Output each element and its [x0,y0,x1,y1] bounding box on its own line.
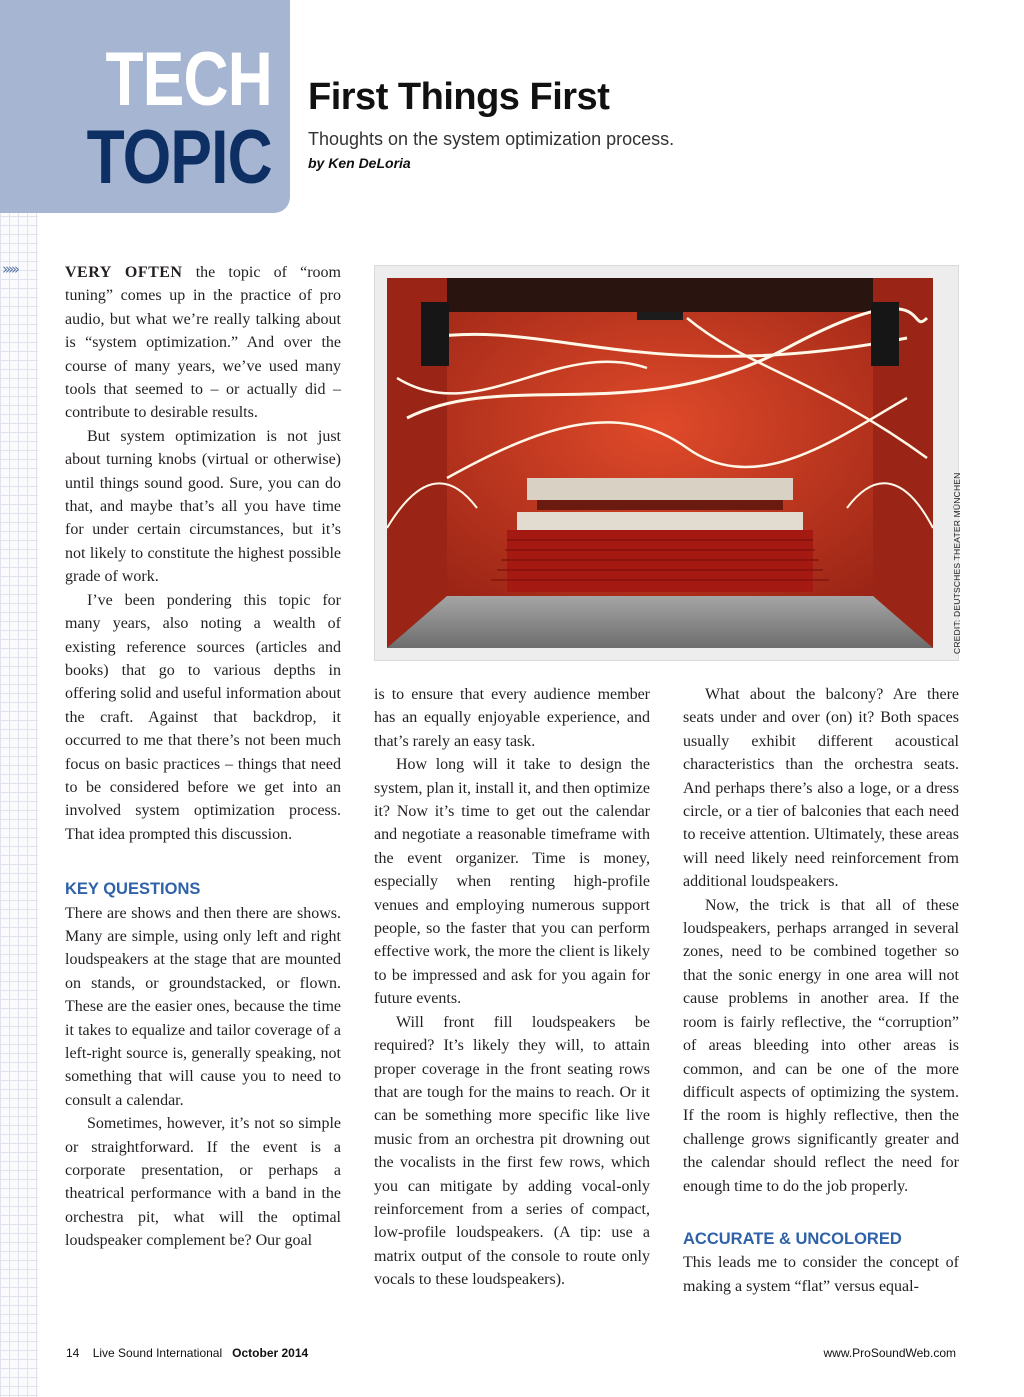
paragraph: What about the balcony? Are there seats under and over (on) it? Both spaces usually exhibit different acoustical characteristics than the orchestra seats. And perhaps there’s also a loge, or a dress circle, or a tier of balconies that each need to receive attention. Ultimately, these areas will need likely need reinforcement from additional loudspeakers. [683,686,959,891]
article-byline: by Ken DeLoria [308,155,411,171]
photo-credit: CREDIT: DEUTSCHES THEATER MÜNCHEN [952,472,962,654]
column-3 [683,683,959,1298]
page-number: 14 [66,1346,80,1360]
paragraph: I’ve been pondering this topic for many years, also noting a wealth of existing reference sources (articles and books) that go to various depths in offering solid and useful information about the craft. Against that backdrop, it occurred to me that there’s not been much focus on basic practices – things that need to be considered before we get into an involved system optimization process. That idea prompted this discussion. [65,591,341,843]
section-tag [0,0,290,213]
article-deck: Thoughts on the system optimization process. [308,129,675,149]
footer-left [66,1346,308,1360]
article-title: First Things First [308,76,610,118]
section-tag-line1: TECH [105,37,272,122]
paragraph: How long will it take to design the system, plan it, install it, and then optimize it? Now it’s time to get out the calendar and negotiate a reasonable timeframe with the event organizer. Time is money, especially when renting high-profile venues and employing numerous support people, so the faster that you can perform effective work, the more the client is likely to be impressed and ask for you again for future events. [374,756,650,1008]
subhead-accurate-uncolored: ACCURATE & UNCOLORED [683,1229,902,1248]
paragraph: is to ensure that every audience member has an equally enjoyable experience, and that’s rarely an easy task. [374,686,650,750]
paragraph: This leads me to consider the concept of making a system “flat” versus equal- [683,1254,959,1295]
subhead-key-questions: KEY QUESTIONS [65,880,201,899]
paragraph: Will front fill loudspeakers be required? It’s likely they will, to attain proper coverage in the front seating rows that are tough for the mains to reach. Or it can be something more specific like live music from an orchestra pit drowning out the vocalists in the first few rows, which you can mitigate by adding vocal-only reinforcement from a series of compact, low-profile loudspeakers. (A tip: use a matrix output of the console to route only vocals to these loudspeakers). [374,1013,650,1289]
footer-url[interactable]: www.ProSoundWeb.com [823,1346,956,1360]
paragraph [65,261,341,425]
paragraph: But system optimization is not just about turning knobs (virtual or otherwise) until things sound good. Sure, you can do that, and maybe that’s all you have time for under certain circumstances, but it’s not likely to constitute the highest possible grade of work. [65,427,341,586]
column-2 [374,683,650,1292]
paragraph: Sometimes, however, it’s not so simple or straightforward. If the event is a corporate presentation, or perhaps a theatrical performance with a band in the orchestra pit, what will the optimal loudspeaker complement be? Our goal [65,1115,341,1250]
magazine-name: Live Sound International [92,1346,223,1360]
chevrons-icon: ››››› [2,260,17,278]
column-1 [65,261,341,1253]
lead-in: VERY OFTEN [65,264,183,281]
section-tag-line2: TOPIC [86,115,272,200]
theater-photo [374,265,959,661]
paragraph: There are shows and then there are shows. Many are simple, using only left and right loudspeakers at the stage that are mounted on stands, or groundstacked, or flown. These are the easier ones, because the time it takes to equalize and tailor coverage of a left-right source is, generally speaking, not something that will cause you to need to consult a calendar. [65,904,341,1109]
paragraph: Now, the trick is that all of these loudspeakers, perhaps arranged in several zones, need to be combined together so that the sonic energy in one area will not cause problems in another area. If the room is fairly reflective, the “corruption” of areas bleeding into other areas is common, and can be one of the more difficult aspects of optimizing the system. If the room is highly reflective, then the challenge grows significantly greater and the calendar should reflect the need for enough time to do the job properly. [683,896,959,1195]
theater-illustration [387,278,933,648]
paragraph-text: the topic of “room tuning” comes up in the practice of pro audio, but what we’re really talking about is “system optimization.” And over the course of many years, we’ve used many tools that seemed to – or actually did – contribute to desirable results. [65,264,342,422]
issue-date: October 2014 [232,1346,309,1360]
